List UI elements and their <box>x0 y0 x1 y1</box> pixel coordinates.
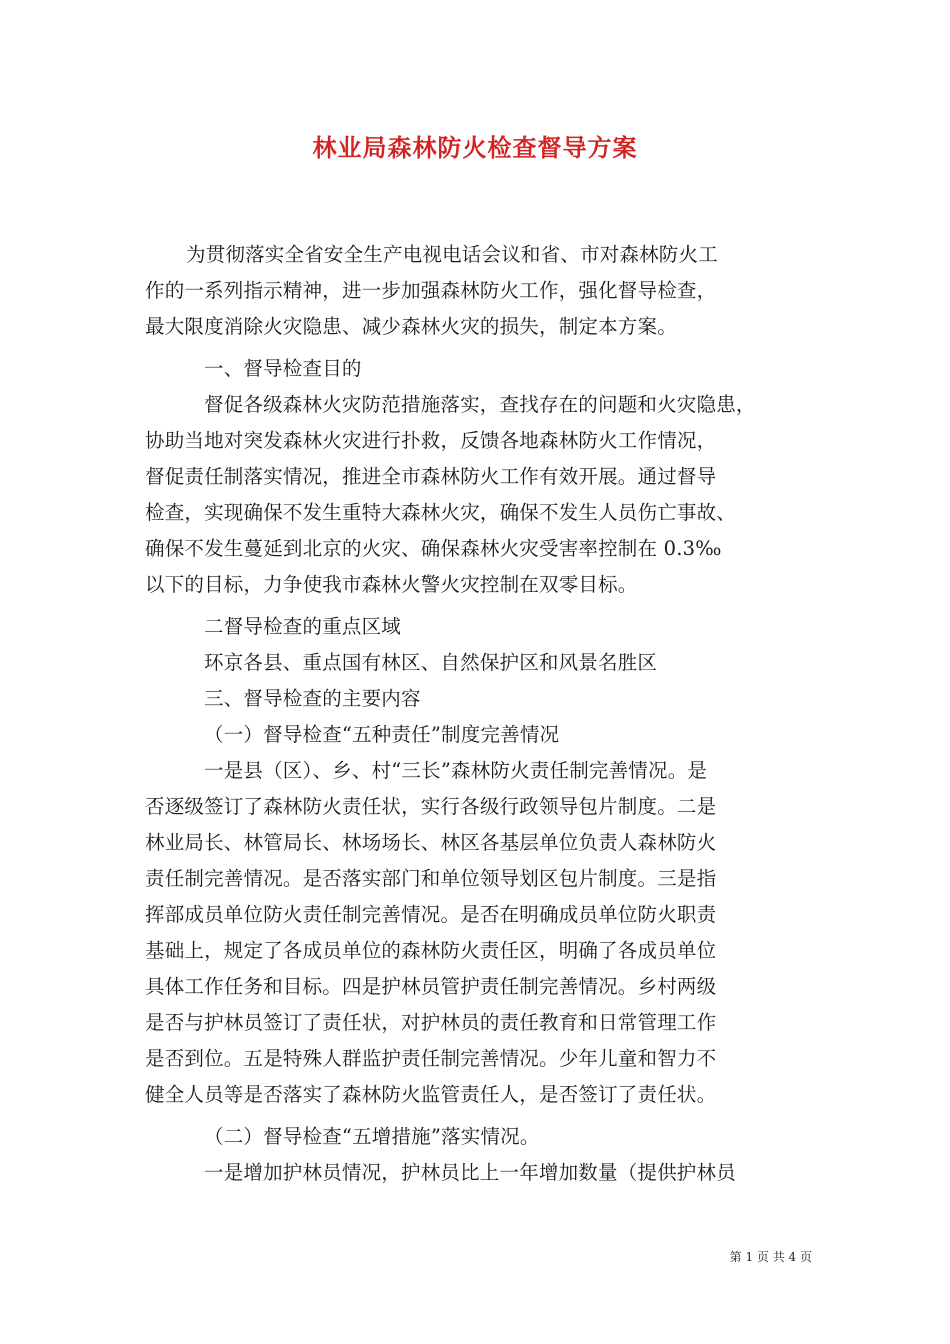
body-line: 一是县（区）、乡、村“三长”森林防火责任制完善情况。是 <box>204 759 708 782</box>
body-line: 具体工作任务和目标。四是护林员管护责任制完善情况。乡村两级 <box>145 975 717 998</box>
body-line: 检查，实现确保不发生重特大森林火灾，确保不发生人员伤亡事故、 <box>145 501 737 524</box>
body-line: 以下的目标，力争使我市森林火警火灾控制在双零目标。 <box>145 573 638 596</box>
body-line: 为贯彻落实全省安全生产电视电话会议和省、市对森林防火工 <box>186 243 718 266</box>
body-line: 否逐级签订了森林防火责任状，实行各级行政领导包片制度。二是 <box>145 795 717 818</box>
body-line: 协助当地对突发森林火灾进行扑救，反馈各地森林防火工作情况， <box>145 429 717 452</box>
body-line: 最大限度消除火灾隐患、减少森林火灾的损失，制定本方案。 <box>145 315 677 338</box>
body-line: 是否到位。五是特殊人群监护责任制完善情况。少年儿童和智力不 <box>145 1047 717 1070</box>
body-line: 作的一系列指示精神，进一步加强森林防火工作，强化督导检查， <box>145 279 717 302</box>
page-number: 第 1 页 共 4 页 <box>729 1250 812 1264</box>
body-line: 一是增加护林员情况，护林员比上一年增加数量（提供护林员 <box>204 1161 736 1184</box>
body-line: 是否与护林员签订了责任状，对护林员的责任教育和日常管理工作 <box>145 1011 717 1034</box>
body-line: 基础上，规定了各成员单位的森林防火责任区，明确了各成员单位 <box>145 939 717 962</box>
body-line: 健全人员等是否落实了森林防火监管责任人，是否签订了责任状。 <box>145 1083 717 1106</box>
section-heading: 三、督导检查的主要内容 <box>204 687 421 710</box>
document-title: 林业局森林防火检查督导方案 <box>312 133 638 162</box>
subsection-heading: （二）督导检查“五增措施”落实情况。 <box>204 1125 540 1148</box>
body-line: 挥部成员单位防火责任制完善情况。是否在明确成员单位防火职责 <box>145 903 717 926</box>
body-line: 督促责任制落实情况，推进全市森林防火工作有效开展。通过督导 <box>145 465 717 488</box>
section-heading: 一、督导检查目的 <box>204 357 362 380</box>
body-line: 责任制完善情况。是否落实部门和单位领导划区包片制度。三是指 <box>145 867 717 890</box>
body-line: 林业局长、林管局长、林场场长、林区各基层单位负责人森林防火 <box>145 831 717 854</box>
body-line: 督促各级森林火灾防范措施落实，查找存在的问题和火灾隐患， <box>204 393 756 416</box>
subsection-heading: （一）督导检查“五种责任”制度完善情况 <box>204 723 560 746</box>
section-heading: 二督导检查的重点区域 <box>204 615 402 638</box>
body-line: 环京各县、重点国有林区、自然保护区和风景名胜区 <box>204 651 658 674</box>
body-line: 确保不发生蔓延到北京的火灾、确保森林火灾受害率控制在 0.3‰ <box>145 537 722 560</box>
